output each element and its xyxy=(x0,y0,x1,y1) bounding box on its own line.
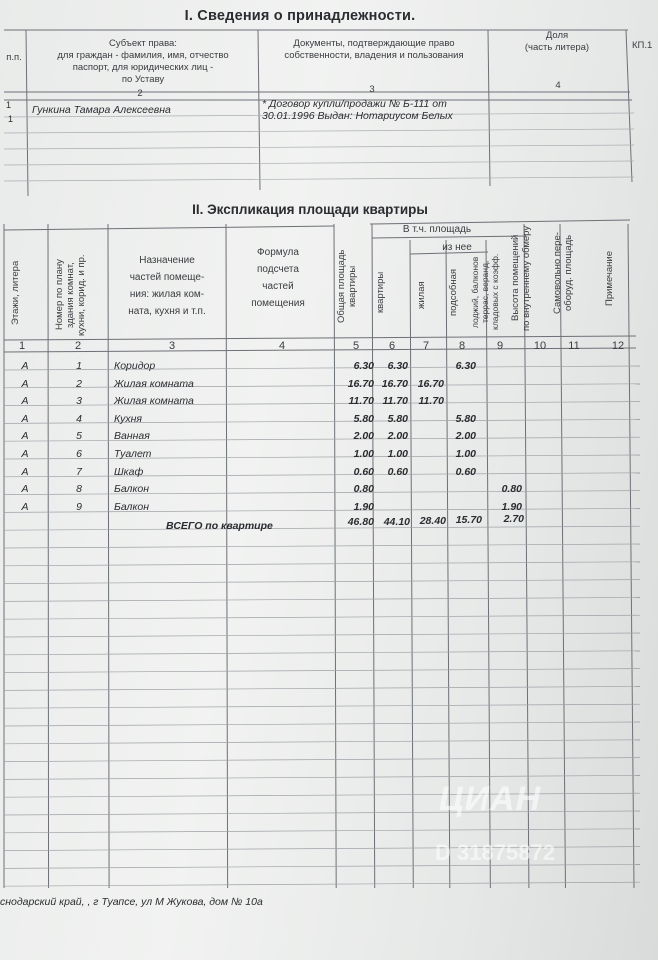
column-number-4: 4 xyxy=(278,340,286,352)
column-number-1: 1 xyxy=(18,340,26,352)
row-litera: А xyxy=(21,377,29,390)
row-plan-number: 3 xyxy=(76,395,82,408)
row-litera: А xyxy=(21,395,29,408)
row-total-area: 0.80 xyxy=(353,483,374,496)
row-room-name: Шкаф xyxy=(114,465,144,478)
column-number-5: 5 xyxy=(352,340,360,352)
row-room-name: Ванная xyxy=(114,430,150,443)
section-2-title: II. Экспликация площади квартиры xyxy=(192,202,428,217)
row-total-area: 1.90 xyxy=(353,500,374,513)
row-room-name: Жилая комната xyxy=(114,395,194,408)
note-header: Примечание xyxy=(604,251,615,307)
row-litera: А xyxy=(21,448,29,460)
owner-name: Гункина Тамара Алексеевна xyxy=(32,104,171,116)
row-apartment-area: 2.00 xyxy=(387,430,408,443)
loggia-area-header: лоджий, балконов террас, веранд, кладовых с коэфф. xyxy=(470,253,500,331)
row-total-area: 6.30 xyxy=(353,360,374,372)
row-plan-number: 4 xyxy=(76,412,82,425)
row-plan-number: 7 xyxy=(76,465,82,478)
row-apartment-area: 6.30 xyxy=(387,360,408,372)
column-number-12: 12 xyxy=(611,340,625,352)
column-number-9: 9 xyxy=(496,340,504,352)
row-litera: А xyxy=(21,360,29,372)
row-litera: А xyxy=(21,430,29,443)
purpose-header: Назначение частей помеще- ния: жилая ком- ната, кухня и т.п. xyxy=(128,255,206,317)
row-plan-number: 1 xyxy=(76,360,82,372)
plan-no-header: Номер по плану здания комнат, кухни, корид. и пр. xyxy=(54,254,87,336)
total-apartment-sum: 44.10 xyxy=(383,516,410,528)
ownership-doc-line-1: * Договор купли/продажи № Б-111 от xyxy=(262,98,447,110)
row-litera: А xyxy=(21,412,29,425)
col-number-4: 4 xyxy=(555,80,561,91)
col-pp-header: п.п. xyxy=(6,52,22,63)
row-plan-number: 8 xyxy=(76,483,82,496)
row-living-area: 11.70 xyxy=(418,395,444,408)
row-room-name: Коридор xyxy=(114,360,156,372)
row-litera: А xyxy=(21,500,29,513)
row-apartment-area: 5.80 xyxy=(387,412,408,425)
row-apartment-area: 11.70 xyxy=(382,395,408,408)
row-litera: А xyxy=(21,483,29,496)
col-kp-header: КП.1 xyxy=(632,40,653,51)
column-number-2: 2 xyxy=(74,340,82,352)
total-area-header: Общая площадь квартиры xyxy=(336,249,358,323)
col-documents-header: Документы, подтверждающие право собственности, владения и пользования xyxy=(284,38,464,61)
row-room-name: Кухня xyxy=(114,412,142,425)
column-number-7: 7 xyxy=(422,340,430,352)
row-living-area: 16.70 xyxy=(417,377,444,390)
of-which-header: из нее xyxy=(442,242,472,253)
row-pp-2: 1 xyxy=(8,114,14,124)
incl-area-header: В т.ч. площадь xyxy=(402,224,472,235)
total-row-label: ВСЕГО по квартире xyxy=(166,520,273,532)
row-room-name: Балкон xyxy=(114,483,150,496)
auxiliary-area-header: подсобная xyxy=(448,268,459,316)
row-apartment-area: 0.60 xyxy=(387,465,408,478)
row-total-area: 11.70 xyxy=(348,395,374,408)
row-auxiliary-area: 0.60 xyxy=(455,465,476,478)
row-total-area: 1.00 xyxy=(353,448,374,460)
ownership-doc-line-2: 30.01.1996 Выдан: Нотариусом Белых xyxy=(262,110,453,122)
col-subject-header: Субъект права: для граждан - фамилия, имя, отчество паспорт, для юридических лиц - по Уставу xyxy=(57,38,229,85)
row-plan-number: 5 xyxy=(76,430,82,443)
column-number-10: 10 xyxy=(533,340,547,352)
row-plan-number: 9 xyxy=(76,500,82,513)
col-share-header: Доля (часть литера) xyxy=(524,30,590,53)
total-loggia-sum: 2.70 xyxy=(503,513,524,525)
row-auxiliary-area: 1.00 xyxy=(455,448,476,460)
column-number-11: 11 xyxy=(568,340,580,352)
row-room-name: Жилая комната xyxy=(114,377,194,390)
col-number-2: 2 xyxy=(137,88,143,99)
living-area-header: жилая xyxy=(416,281,427,309)
row-apartment-area: 16.70 xyxy=(381,377,408,390)
col-number-3: 3 xyxy=(369,84,375,95)
watermark-code: D 31875872 xyxy=(435,840,555,865)
column-number-6: 6 xyxy=(388,340,396,352)
total-area-sum: 46.80 xyxy=(347,516,374,528)
row-apartment-area: 1.00 xyxy=(387,448,408,460)
row-plan-number: 6 xyxy=(76,448,82,460)
height-header: Высота помещений по внутреннему обмеру xyxy=(510,225,532,331)
row-auxiliary-area: 2.00 xyxy=(455,430,476,443)
floors-header: Этажи, литера xyxy=(10,260,21,326)
row-total-area: 2.00 xyxy=(353,430,374,443)
row-total-area: 16.70 xyxy=(347,377,374,390)
row-loggia-area: 1.90 xyxy=(501,500,522,513)
total-auxiliary-sum: 15.70 xyxy=(455,514,482,526)
row-auxiliary-area: 6.30 xyxy=(455,360,476,372)
section-1-title: I. Сведения о принадлежности. xyxy=(184,8,416,24)
row-room-name: Балкон xyxy=(114,500,150,513)
property-address: снодарский край, , г Туапсе, ул М Жукова, дом № 10а xyxy=(0,896,263,908)
column-number-3: 3 xyxy=(168,340,176,352)
row-total-area: 0.60 xyxy=(353,465,374,478)
formula-header: Формула подсчета частей помещения xyxy=(251,247,305,309)
row-plan-number: 2 xyxy=(76,377,82,390)
watermark-brand: ЦИАН xyxy=(438,780,542,818)
row-total-area: 5.80 xyxy=(353,412,374,425)
row-room-name: Туалет xyxy=(114,448,152,460)
unauthorized-area-header: Самовольно пере- oборуд. площадь xyxy=(552,232,574,314)
total-living-sum: 28.40 xyxy=(419,515,446,527)
column-number-8: 8 xyxy=(458,340,466,352)
row-litera: А xyxy=(21,465,29,478)
row-loggia-area: 0.80 xyxy=(501,483,522,496)
apartment-area-header: квартиры xyxy=(375,271,386,313)
row-pp-1: 1 xyxy=(6,100,12,110)
row-auxiliary-area: 5.80 xyxy=(455,412,476,425)
